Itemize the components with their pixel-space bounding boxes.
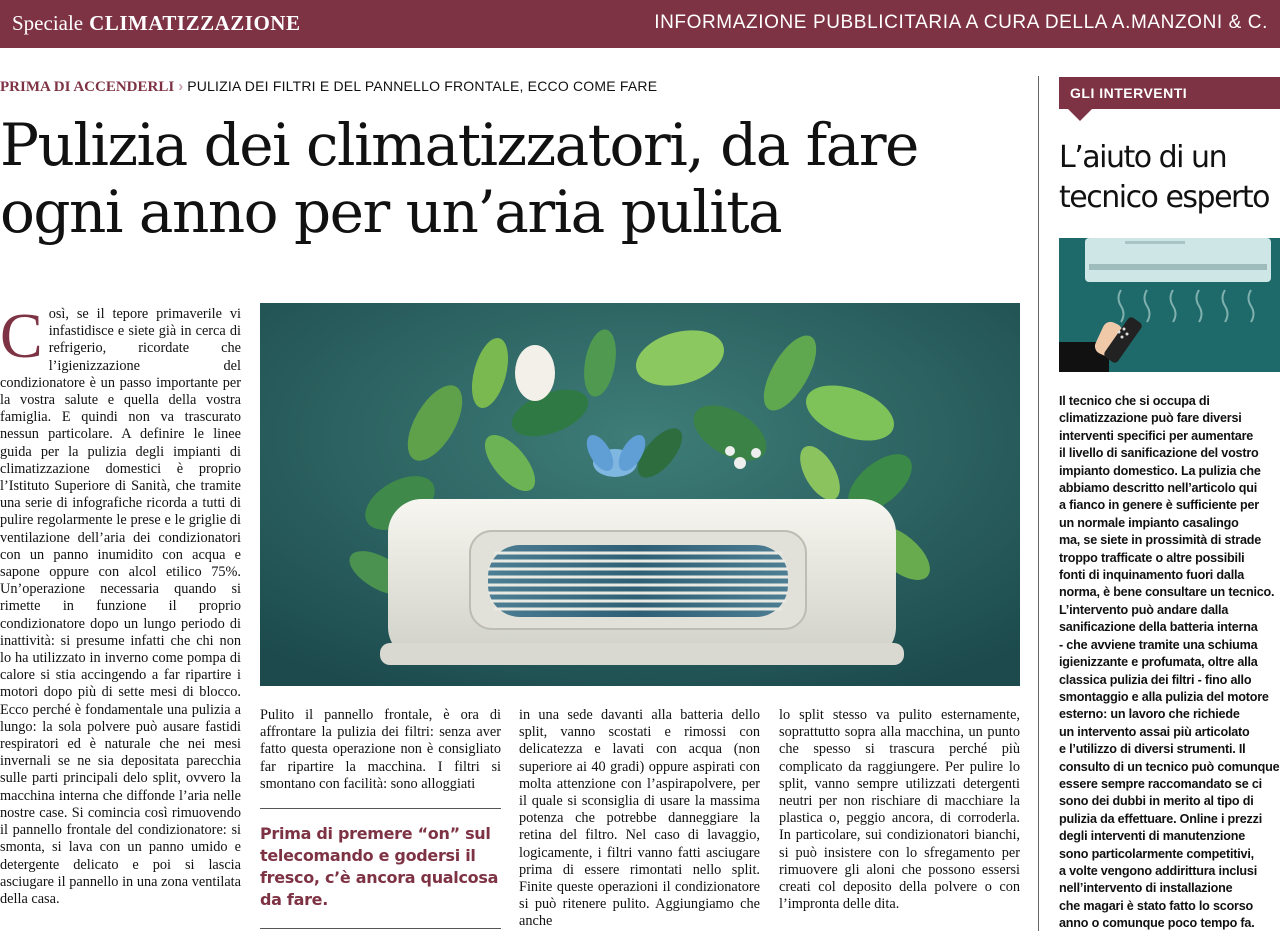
article-column-1 <box>0 306 241 938</box>
article-headline: Pulizia dei climatizzatori, da fare ogni anno per un’aria pulita <box>0 111 918 246</box>
drop-cap: C <box>0 306 43 371</box>
sidebar-tag-pointer <box>1068 109 1092 121</box>
sidebar-title: L’aiuto di un tecnico esperto <box>1059 140 1269 215</box>
sidebar-tag: GLI INTERVENTI <box>1059 77 1280 109</box>
section-prefix: Speciale <box>12 11 84 35</box>
section-header-bar <box>0 0 1280 48</box>
chevron-right-icon: › <box>178 78 184 95</box>
section-name: CLIMATIZZAZIONE <box>89 11 301 35</box>
pull-quote-top-rule <box>260 808 501 809</box>
section-title <box>12 11 300 36</box>
kicker-label: PRIMA DI ACCENDERLI <box>0 79 175 95</box>
article-column-4: lo split stesso va pulito esternamente, soprattutto sopra alla macchina, un punto che spesso si trascura perché più complicato da raggiungere. Per pulire lo split, vanno sempre utilizzati detergenti neutri per non rischiare di macchiare la plastica o, peggio ancora, di corroderla. In particolare, sui condizionatori bianchi, si può insistere con lo sfregamento per rimuovere gli aloni che possono essersi creati col deposito della polvere o con l’impronta delle dita. <box>779 707 1020 913</box>
remote-control-photo <box>1059 238 1280 372</box>
sponsor-note: INFORMAZIONE PUBBLICITARIA A CURA DELLA A.MANZONI & C. <box>654 12 1268 33</box>
article-kicker-line <box>0 78 657 96</box>
kicker-subtitle: PULIZIA DEI FILTRI E DEL PANNELLO FRONTALE, ECCO COME FARE <box>187 78 658 94</box>
pull-quote-bottom-rule <box>260 928 501 929</box>
article-column-2: Pulito il pannello frontale, è ora di affrontare la pulizia dei filtri: senza aver fatto questa operazione non è consigliato far ripartire la macchina. I filtri si smontano con facilità: sono alloggiati <box>260 707 501 792</box>
sidebar-body: Il tecnico che si occupa di climatizzazione può fare diversi interventi specifici per aumentare il livello di sanificazione del vostro impianto domestico. La pulizia che abbiamo descritto nell’articolo qui a fianco in genere è sufficiente per un normale impianto casalingo ma, se siete in prossimità di strade troppo trafficate o altre possibili fonti di inquinamento fuori dalla norma, è bene consultare un tecnico. L’intervento può andare dalla sanificazione della batteria interna - che avviene tramite una schiuma igienizzante e profumata, oltre alla classica pulizia dei filtri - fino allo smontaggio e alla pulizia del motore esterno: un lavoro che richiede un intervento assai più articolato e l’utilizzo di diversi strumenti. Il consulto di un tecnico può comunque essere sempre raccomandato se ci sono dei dubbi in merito al tipo di pulizia da effettuare. Online i prezzi degli interventi di manutenzione sono particolarmente competitivi, a volte vengono addirittura inclusi nell’intervento di installazione che magari è stato fatto lo scorso anno o comunque poco tempo fa. <box>1059 394 1280 931</box>
pull-quote: Prima di premere “on” sul telecomando e godersi il fresco, c’è ancora qualcosa da fare. <box>260 824 499 909</box>
article-column-3: in una sede davanti alla batteria dello split, vanno scostati e rimossi con delicatezza e lavati con acqua (non superiore ai 40 gradi) oppure aspirati con molta attenzione con l’aspirapolvere, per il quale si sconsiglia di usare la massima potenza che potrebbe danneggiare la retina del filtro. Nel caso di lavaggio, logicamente, i filtri vanno fatti asciugare prima di essere rimontati nello split. Finite queste operazioni il condizionatore si può ritenere pulito. Aggiungiamo che anche <box>519 707 760 930</box>
air-conditioner-photo <box>260 303 1020 686</box>
column-1-text: osì, se il tepore primaverile vi infastidisce e siete già in cerca di refrigerio, ricordate che l’igienizzazione del condizionatore è un passo importante per la vostra salute e quella della vostra famiglia. E quindi non va trascurato nessun particolare. A definire le linee guida per la pulizia degli impianti di climatizzazione domestici è proprio l’Istituto Superiore di Sanità, che tramite una serie di infografiche ricorda a tutti di pulire regolarmente le prese e le griglie di ventilazione dell’aria dei condizionatori con un panno inumidito con acqua e sapone oppure con alcol etilico 75%. Un’operazione necessaria quando si rimette in funzione il proprio condizionatore dopo un lungo periodo di inattività: si presume infatti che chi non lo ha utilizzato in inverno come pompa di calore si stia accingendo a far ripartire i motori dopo più di sette mesi di blocco. Ecco perché è fondamentale una pulizia a lungo: la sola polvere può ausare fastidi respiratori ed è naturale che nei mesi invernali se ne sia depositata parecchia sulle parti principali delo split, ovvero la macchina interna che diffonde l’aria nelle nostre case. Si comincia così rimuovendo il pannello frontale del condizionatore: si smonta, si lava con un panno umido e detergente delicato e poi si lascia asciugare il pannello in una zona ventilata della casa. <box>0 306 241 907</box>
column-divider <box>1038 76 1039 931</box>
